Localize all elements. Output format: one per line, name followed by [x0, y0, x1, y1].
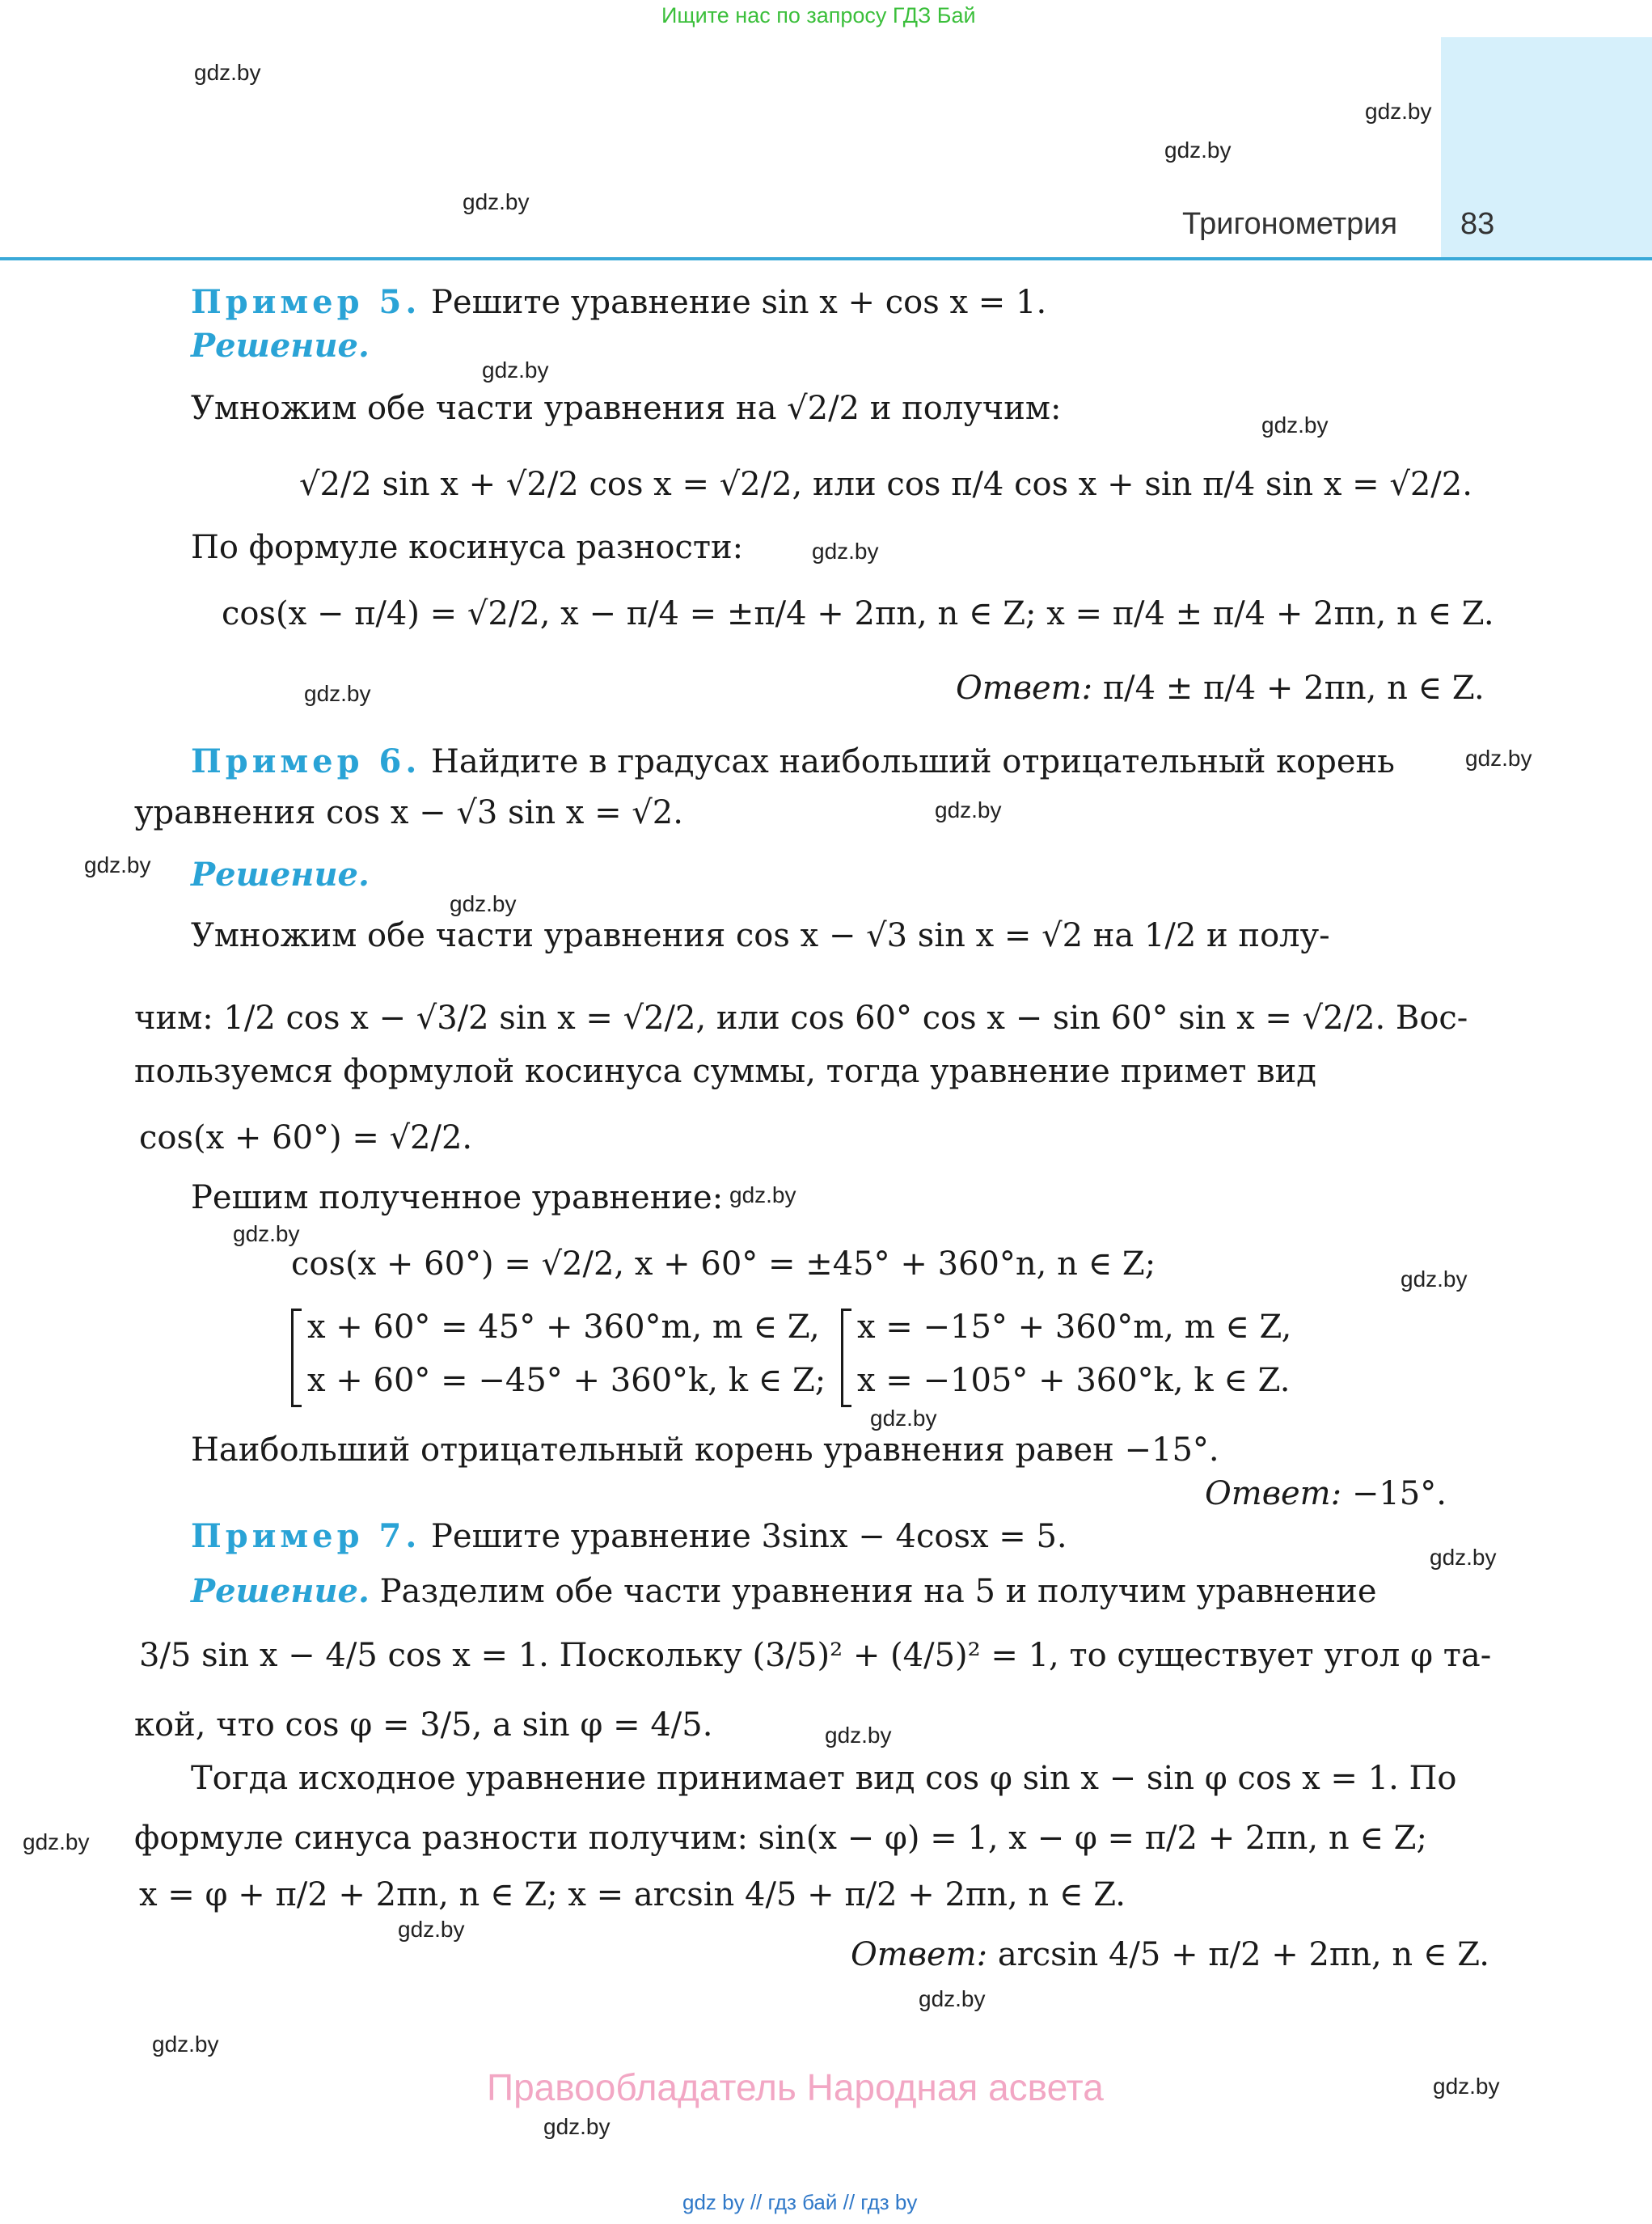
example5-line4: cos(x − π/4) = √2/2, x − π/4 = ±π/4 + 2πn, n ∈ Z; x = π/4 ± π/4 + 2πn, n ∈ Z. [222, 595, 1494, 632]
example5-line1: Умножим обе части уравнения на √2/2 и получим: [191, 390, 1062, 427]
example6-task2: уравнения cos x − √3 sin x = √2. [134, 794, 683, 831]
example6-system2-a: x = −15° + 360°m, m ∈ Z, [857, 1309, 1292, 1346]
watermark: gdz.by [233, 1221, 300, 1246]
example6-line4: cos(x + 60°) = √2/2. [139, 1119, 473, 1156]
example7-label: Пример 7. [191, 1517, 421, 1555]
example6-answer [1205, 1475, 1447, 1512]
example6-system2-b: x = −105° + 360°k, k ∈ Z. [857, 1362, 1291, 1399]
watermark: gdz.by [482, 357, 549, 383]
example6-answer-label: Ответ: [1205, 1475, 1342, 1512]
section-title: Тригонометрия [1182, 207, 1398, 241]
page-number: 83 [1460, 207, 1495, 241]
example6-line3: пользуемся формулой косинуса суммы, тогда уравнение примет вид [134, 1053, 1316, 1090]
watermark: gdz.by [1465, 746, 1532, 771]
watermark: gdz.by [152, 2032, 219, 2057]
watermark: gdz.by [1365, 99, 1432, 124]
top-banner: Ищите нас по запросу ГДЗ Бай [661, 3, 976, 27]
system-bracket-left [291, 1309, 302, 1407]
watermark: gdz.by [1433, 2074, 1500, 2099]
example6-task1: Найдите в градусах наибольший отрицательный корень [430, 743, 1395, 780]
example7-line6: x = φ + π/2 + 2πn, n ∈ Z; x = arcsin 4/5 + π/2 + 2πn, n ∈ Z. [139, 1876, 1126, 1913]
example6-system1-a: x + 60° = 45° + 360°m, m ∈ Z, [307, 1309, 820, 1346]
example7-answer-value: arcsin 4/5 + π/2 + 2πn, n ∈ Z. [997, 1936, 1489, 1973]
copyright-notice: Правообладатель Народная асвета [487, 2066, 1104, 2108]
example5-label: Пример 5. [191, 283, 421, 321]
example7-solution [191, 1572, 1377, 1610]
watermark: gdz.by [23, 1829, 90, 1854]
example7-line3: кой, что cos φ = 3/5, а sin φ = 4/5. [134, 1706, 713, 1744]
watermark: gdz.by [812, 539, 879, 564]
watermark: gdz.by [1401, 1266, 1468, 1292]
example6-line1: Умножим обе части уравнения cos x − √3 sin x = √2 на 1/2 и полу- [191, 917, 1330, 954]
watermark: gdz.by [919, 1986, 986, 2011]
example5-answer-value: π/4 ± π/4 + 2πn, n ∈ Z. [1102, 670, 1485, 707]
example7-line2: 3/5 sin x − 4/5 cos x = 1. Поскольку (3/5)² + (4/5)² = 1, то существует угол φ та- [139, 1637, 1492, 1674]
example5-line3: По формуле косинуса разности: [191, 529, 744, 566]
example6-line7: Наибольший отрицательный корень уравнения равен −15°. [191, 1431, 1219, 1469]
watermark: gdz.by [463, 189, 530, 214]
system-bracket-right [841, 1309, 851, 1407]
example7-solution-label: Решение. [191, 1572, 370, 1610]
watermark: gdz.by [450, 891, 517, 916]
watermark: gdz.by [1164, 137, 1232, 163]
example7-answer [851, 1936, 1489, 1973]
example6-label: Пример 6. [191, 742, 421, 780]
example5-solution-label: Решение. [191, 327, 370, 365]
example7-task: Решите уравнение 3sinx − 4cosx = 5. [430, 1518, 1067, 1555]
watermark: gdz.by [194, 60, 261, 85]
example7-answer-label: Ответ: [851, 1936, 988, 1973]
example5-answer [956, 670, 1485, 707]
watermark: gdz.by [729, 1182, 796, 1207]
watermark: gdz.by [304, 681, 371, 706]
watermark: gdz.by [935, 797, 1002, 822]
example6-system1-b: x + 60° = −45° + 360°k, k ∈ Z; [307, 1362, 826, 1399]
example5-answer-label: Ответ: [956, 670, 1093, 707]
example6-line6: cos(x + 60°) = √2/2, x + 60° = ±45° + 360°n, n ∈ Z; [291, 1245, 1156, 1283]
example7-line1: Разделим обе части уравнения на 5 и получим уравнение [379, 1573, 1377, 1610]
example5-heading [191, 283, 1046, 321]
watermark: gdz.by [825, 1723, 892, 1748]
example6-solution-label: Решение. [191, 856, 370, 894]
watermark: gdz.by [398, 1917, 465, 1942]
example5-task: Решите уравнение sin x + cos x = 1. [430, 284, 1047, 321]
example7-line4: Тогда исходное уравнение принимает вид cos φ sin x − sin φ cos x = 1. По [191, 1760, 1457, 1797]
example6-answer-value: −15°. [1351, 1475, 1447, 1512]
example6-line2: чим: 1/2 cos x − √3/2 sin x = √2/2, или cos 60° cos x − sin 60° sin x = √2/2. Вос- [134, 1000, 1468, 1037]
example5-line2: √2/2 sin x + √2/2 cos x = √2/2, или cos π/4 cos x + sin π/4 sin x = √2/2. [299, 466, 1472, 503]
example7-heading [191, 1517, 1067, 1555]
watermark: gdz.by [1430, 1545, 1497, 1570]
example6-line5: Решим полученное уравнение: [191, 1179, 724, 1216]
watermark: gdz.by [870, 1406, 937, 1431]
example6-heading [191, 742, 1395, 780]
watermark: gdz.by [1261, 412, 1329, 438]
watermark: gdz.by [84, 852, 151, 877]
watermark: gdz.by [543, 2114, 611, 2139]
header-rule [0, 257, 1652, 260]
footer-links[interactable]: gdz by // гдз бай // гдз by [682, 2190, 918, 2214]
example7-line5: формуле синуса разности получим: sin(x − φ) = 1, x − φ = π/2 + 2πn, n ∈ Z; [134, 1820, 1427, 1857]
